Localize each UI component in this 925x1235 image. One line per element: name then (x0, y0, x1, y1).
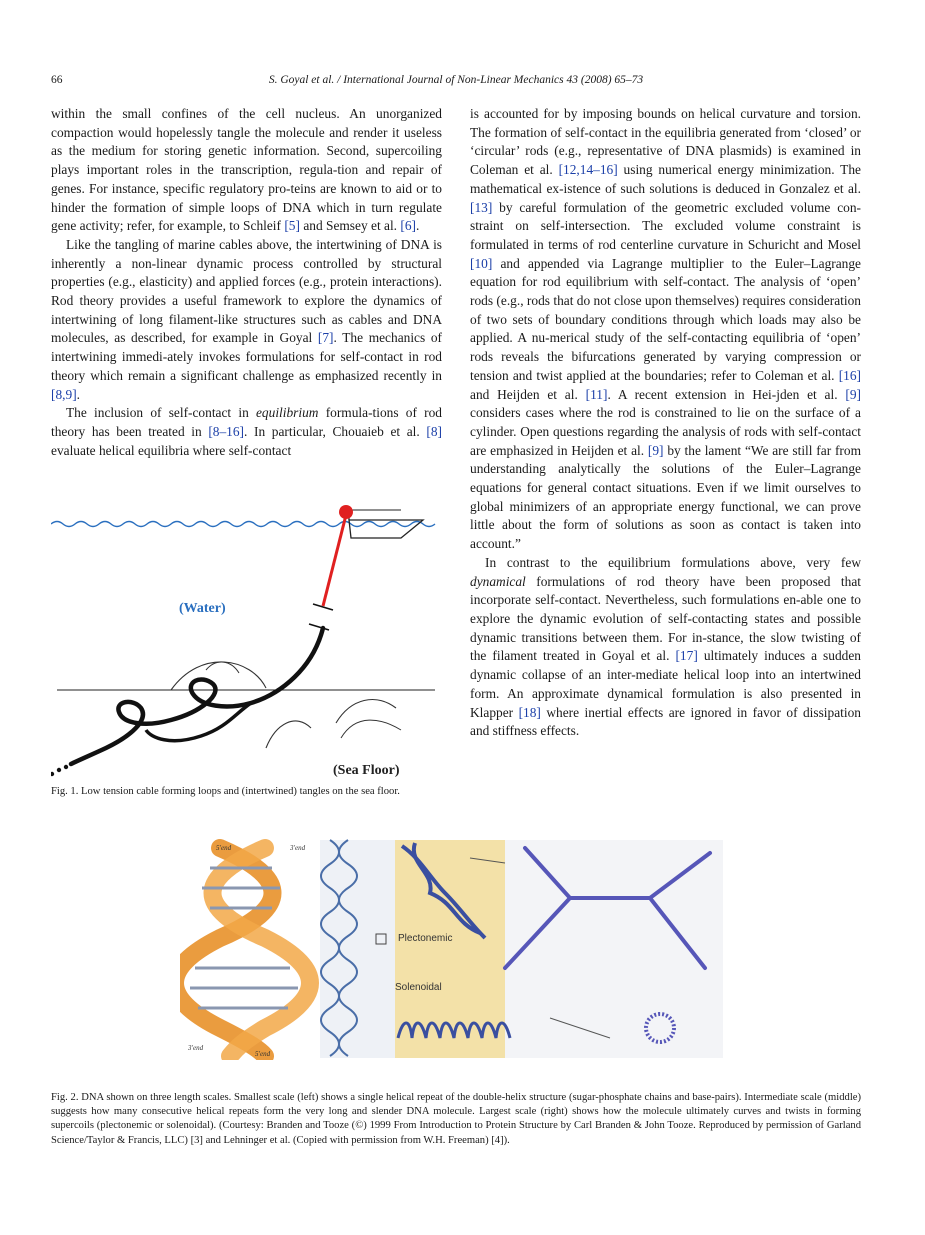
citation-link[interactable]: [8] (426, 423, 442, 439)
citation-link[interactable]: [8,9] (51, 386, 77, 402)
citation-link[interactable]: [16] (838, 367, 861, 383)
plectonemic-label: Plectonemic (398, 933, 453, 944)
citation-link[interactable]: [8–16] (208, 423, 245, 439)
rock (266, 721, 311, 748)
water-surface (51, 522, 435, 527)
running-title: S. Goyal et al. / International Journal of Non-Linear Mechanics 43 (2008) 65–73 (268, 74, 644, 86)
sea-floor-label: (Sea Floor) (333, 763, 400, 778)
citation-link[interactable]: [6] (400, 218, 416, 234)
rock (171, 662, 266, 690)
svg-text:3'end: 3'end (290, 844, 306, 852)
citation-link[interactable]: [5] (284, 218, 300, 234)
right-column (470, 105, 861, 741)
citation-link[interactable]: [9] (647, 442, 664, 458)
svg-text:5'end: 5'end (255, 1050, 271, 1058)
citation-link[interactable]: [17] (675, 648, 698, 664)
water-label: (Water) (179, 601, 226, 616)
paragraph: Like the tangling of marine cables above, the intertwining of DNA is inherently a non-linear dynamic process controlled by structural properties (e.g., elasticity) and applied forces (e.g., protein interactions). Rod theory provides a useful framework to explore the dynamics of intertwining of long filament-like structures such as cables and DNA molecules, as described, for example in Goyal [7]. The mechanics of intertwining immedi-ately invokes formulations for self-contact in rod theory which remain a significant challenge as emphasized recently in [8,9]. (51, 236, 442, 402)
svg-text:3'end: 3'end (188, 1044, 204, 1052)
buoy (339, 505, 353, 519)
black-cable (71, 628, 323, 764)
paragraph: In contrast to the equilibrium formulations above, very few dynamical formulations of rod theory have been proposed that incorporate self-contact. Nevertheless, such formulations en-able one to explore the dynamic evolution of self-contacting states and possible dynamic transitions between them. For in-stance, the slow twisting of the filament treated in Goyal et al. [17] ultimately induces a sudden dynamic collapse of an inter-mediate helical loop into an intertwined form. An approximate dynamical formulation is also presented in Klapper [18] where inertial effects are ignored in favor of dissipation and stiffness effects. (470, 554, 861, 739)
citation-link[interactable]: [9] (845, 386, 861, 402)
figure-1-caption: Fig. 1. Low tension cable forming loops and (intertwined) tangles on the sea floor. (51, 786, 400, 797)
paragraph: is accounted for by imposing bounds on helical curvature and torsion. The formation of self-contact in the equilibria generated from ‘closed’ or ‘circular’ rods (e.g., representative of DNA plasmids) is examined in Coleman et al. [12,14–16] using numerical energy minimization. The mathematical ex-istence of such solutions is deduced in Gonzalez et al. [13] by careful formulation of the geometric excluded volume con-straint on self-intersection. The excluded volume constraint is formulated in terms of rod centerline curvature in Schuricht and Mosel [10] and appended via Lagrange multiplier to the Euler–Lagrange equation for rod equilibrium with self-contact. The analysis of ‘open’ rods (e.g., rods that do not close upon themselves) requires consideration of two sets of boundary conditions through which loads may also be applied. A nu-merical study of the self-contacting equilibria of ‘open’ rods reveals the bifurcations generated by varying compression or tension and twist applied at the boundaries; refer to Coleman et al. [16] and Heijden et al. [11]. A recent extension in Hei-jden et al. [9] considers cases where the rod is constrained to lie on the surface of a cylinder. Open questions regarding the analysis of rods with self-contact are emphasized in Heijden et al. [9] by the lament “We are still far from understanding analytically the solutions of the Euler–Lagrange equations for general contact situations. Even if we limit ourselves to global minimizers of an appropriate energy functional, we can prove little about the form of solutions as soon as contact is taken into account.” (470, 106, 861, 552)
paragraph: The inclusion of self-contact in equilibrium formula-tions of rod theory has been treated in [8–16]. In particular, Chouaieb et al. [8] evaluate helical equilibria where self-contact (51, 405, 442, 458)
left-column (51, 105, 442, 460)
citation-link[interactable]: [7] (317, 330, 334, 346)
paragraph: within the small confines of the cell nucleus. An unorganized compaction would hopelessly tangle the molecule and render it useless as the medium for storing genetic information. Second, supercoiling plays important roles in the transcription, regula-tion and repair of genes. For instance, specific regulatory pro-teins are known to aid or to hinder the formation of simple loops of DNA which in turn regulate gene activity; refer, for example, to Schleif [5] and Semsey et al. [6]. (51, 106, 442, 234)
page-header (51, 74, 861, 90)
citation-link[interactable]: [18] (518, 704, 541, 720)
rock (336, 700, 396, 723)
figure-2-dna-scales (180, 838, 725, 1060)
figure-2-caption: Fig. 2. DNA shown on three length scales. Smallest scale (left) shows a single helical repeat of the double-helix structure (sugar-phosphate chains and base-pairs). Intermediate scale (middle) suggests how many consecutive helical repeats form the very long and slender DNA molecule. Largest scale (right) shows how the molecule ultimately curves and twists in forming supercoils (plectonemic or solenoidal). (Courtesy: Branden and Tooze (©) 1999 From Introduction to Protein Structure by Carl Branden & John Tooze. Reproduced by permission of Garland Science/Taylor & Francis, LLC) [3] and Lehninger et al. (Copied with permission from W.H. Freeman) [4]). (51, 1092, 861, 1146)
solenoidal-label: Solenoidal (395, 982, 442, 993)
page-number: 66 (51, 74, 63, 86)
citation-link[interactable]: [12,14–16] (558, 162, 618, 178)
svg-text:5'end: 5'end (216, 844, 232, 852)
citation-link[interactable]: [11] (585, 386, 608, 402)
figure-1-cable-illustration (51, 498, 442, 783)
red-cable (323, 515, 346, 606)
citation-link[interactable]: [13] (470, 199, 493, 215)
citation-link[interactable]: [10] (470, 255, 493, 271)
